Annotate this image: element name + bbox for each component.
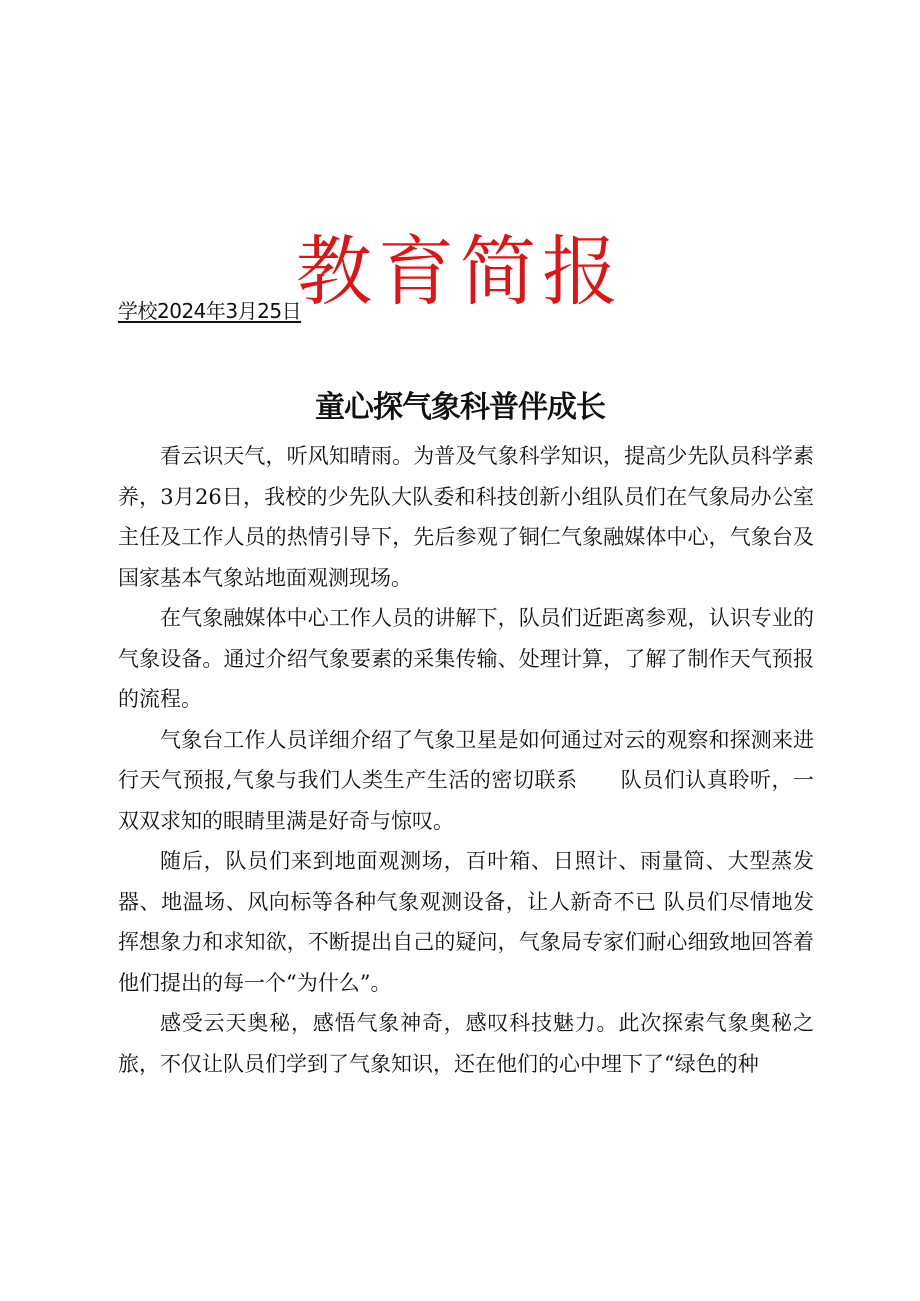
paragraph: 随后，队员们来到地面观测场，百叶箱、日照计、雨量筒、大型蒸发器、地温场、风向标等各种气象观测设备，让人新奇不已 队员们尽情地发挥想象力和求知欲，不断提出自己的疑问，气象局专家们耐心细致地回答着他们提出的每一个“为什么”。 (118, 849, 814, 995)
paragraph: 感受云天奥秘，感悟气象神奇，感叹科技魅力。此次探索气象奥秘之旅，不仅让队员们学到了气象知识，还在他们的心中埋下了“绿色的种 (118, 1011, 814, 1076)
article-headline: 童心探气象科普伴成长 (315, 389, 605, 425)
paragraph: 气象台工作人员详细介绍了气象卫星是如何通过对云的观察和探测来进行天气预报,气象与我们人类生产生活的密切联系 队员们认真聆听，一双双求知的眼睛里满是好奇与惊叹。 (118, 727, 814, 833)
paragraph: 在气象融媒体中心工作人员的讲解下，队员们近距离参观，认识专业的气象设备。通过介绍气象要素的采集传输、处理计算，了解了制作天气预报的流程。 (118, 606, 814, 711)
article-body (118, 436, 814, 1084)
masthead-title: 教育简报 (296, 226, 624, 316)
paragraph: 看云识天气，听风知晴雨。为普及气象科学知识，提高少先队员科学素养，3月26日，我校的少先队大队委和科技创新小组队员们在气象局办公室主任及工作人员的热情引导下，先后参观了铜仁气象融媒体中心，气象台及国家基本气象站地面观测现场。 (118, 444, 814, 590)
dateline: 学校2024年3月25日 (118, 299, 302, 323)
